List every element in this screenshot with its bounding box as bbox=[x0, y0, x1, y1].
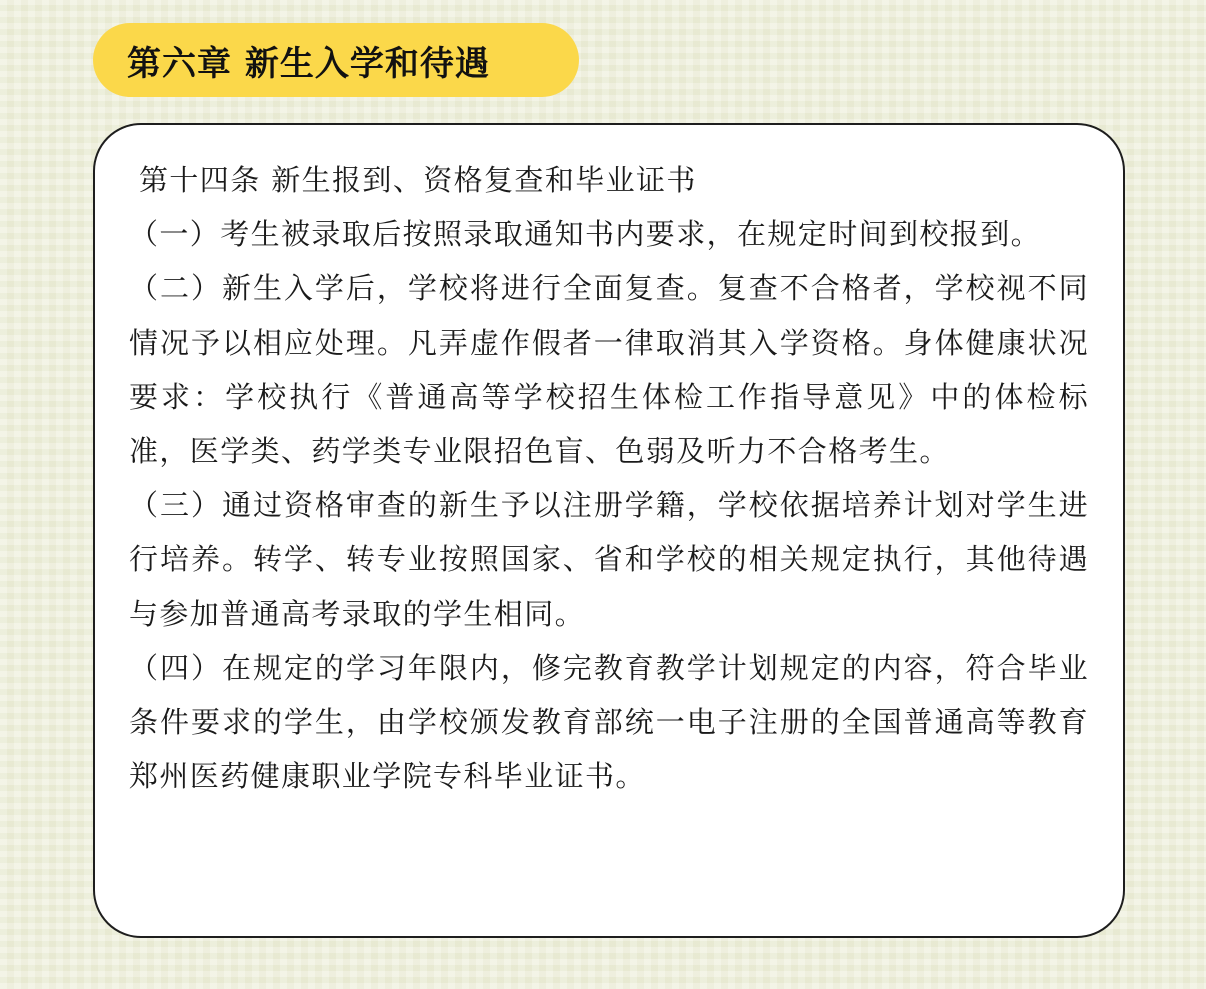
article-body bbox=[129, 153, 1089, 803]
article-paragraph-3: （三）通过资格审查的新生予以注册学籍，学校依据培养计划对学生进行培养。转学、转专业按照国家、省和学校的相关规定执行，其他待遇与参加普通高考录取的学生相同。 bbox=[129, 488, 1089, 631]
article-heading: 第十四条 新生报到、资格复查和毕业证书 bbox=[139, 163, 697, 197]
chapter-title: 第六章 新生入学和待遇 bbox=[127, 43, 490, 84]
article-card bbox=[93, 123, 1125, 938]
article-paragraph-1: （一）考生被录取后按照录取通知书内要求，在规定时间到校报到。 bbox=[129, 217, 1042, 252]
article-paragraph-4: （四）在规定的学习年限内，修完教育教学计划规定的内容，符合毕业条件要求的学生，由学校颁发教育部统一电子注册的全国普通高等教育郑州医药健康职业学院专科毕业证书。 bbox=[129, 650, 1089, 794]
article-paragraph-2: （二）新生入学后，学校将进行全面复查。复查不合格者，学校视不同情况予以相应处理。凡弄虚作假者一律取消其入学资格。身体健康状况要求：学校执行《普通高等学校招生体检工作指导意见》中的体检标准，医学类、药学类专业限招色盲、色弱及听力不合格考生。 bbox=[129, 271, 1089, 469]
chapter-header bbox=[93, 23, 579, 97]
